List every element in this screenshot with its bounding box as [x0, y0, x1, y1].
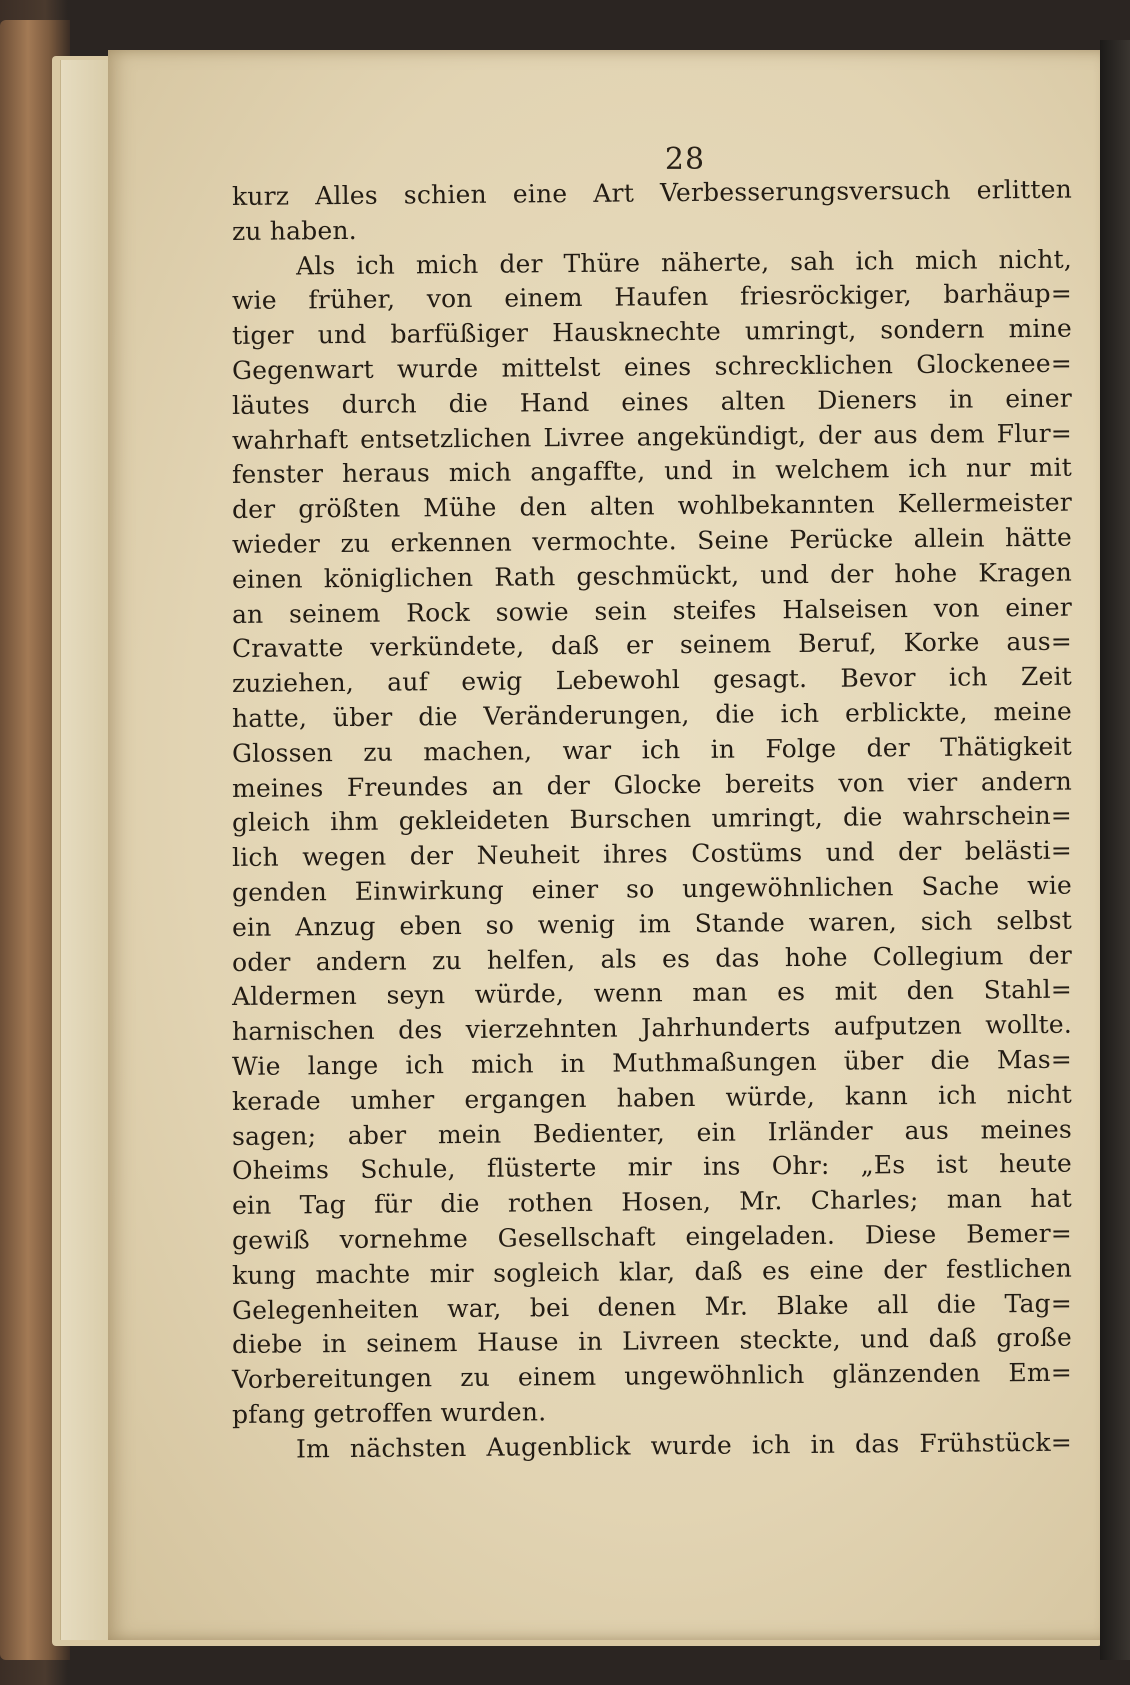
text-line: wieder zu erkennen vermochte. Seine Perücke allein hätte [231, 522, 1073, 559]
text-line: lich wegen der Neuheit ihres Costüms und der belästi= [231, 835, 1073, 873]
text-line: kung machte mir sogleich klar, daß es eine der festlichen [231, 1253, 1073, 1290]
text-line: gleich ihm gekleideten Burschen umringt, die wahrschein= [231, 801, 1073, 838]
text-line: der größten Mühe den alten wohlbekannten Kellermeister [231, 487, 1073, 525]
text-line: gewiß vornehme Gesellschaft eingeladen. Diese Bemer= [231, 1218, 1073, 1255]
text-line: pfang getroffen wurden. [231, 1397, 547, 1429]
text-line: läutes durch die Hand eines alten Dieners in einer [231, 383, 1073, 420]
text-line: an seinem Rock sowie sein steifes Halseisen von einer [231, 592, 1073, 629]
text-line: diebe in seinem Hause in Livreen steckte, und daß große [231, 1322, 1073, 1360]
text-line: genden Einwirkung einer so ungewöhnlichen Sache wie [231, 870, 1073, 907]
text-line: harnischen des vierzehnten Jahrhunderts aufputzen wollte. [231, 1009, 1073, 1047]
page-number: 28 [664, 142, 706, 177]
text-line: Glossen zu machen, war ich in Folge der Thätigkeit [231, 731, 1073, 768]
text-line: Als ich mich der Thüre näherte, sah ich mich nicht, [295, 244, 1073, 281]
text-line: Wie lange ich mich in Muthmaßungen über die Mas= [231, 1044, 1073, 1081]
text-line: hatte, über die Veränderungen, die ich erblickte, meine [231, 696, 1073, 733]
text-line: sagen; aber mein Bedienter, ein Irländer aus meines [231, 1114, 1073, 1151]
text-line: Cravatte verkündete, daß er seinem Beruf, Korke aus= [231, 627, 1073, 664]
text-line: wie früher, von einem Haufen friesröckiger, barhäup= [231, 279, 1073, 316]
text-line: tiger und barfüßiger Hausknechte umringt, sondern mine [231, 313, 1073, 351]
text-line: fenster heraus mich angaffte, und in welchem ich nur mit [231, 453, 1073, 490]
text-line: Gegenwart wurde mittelst eines schrecklichen Glockenee= [231, 348, 1073, 385]
text-line: meines Freundes an der Glocke bereits von vier andern [231, 766, 1073, 803]
text-line: Vorbereitungen zu einem ungewöhnlich glänzenden Em= [231, 1357, 1073, 1395]
text-line: zu haben. [231, 215, 357, 246]
text-line: kerade umher ergangen haben würde, kann ich nicht [231, 1079, 1073, 1116]
right-binding [1100, 40, 1130, 1660]
text-line: einen königlichen Rath geschmückt, und der hohe Kragen [231, 557, 1073, 594]
text-line: kurz Alles schien eine Art Verbesserungsversuch erlitten [231, 174, 1073, 211]
text-line: Oheims Schule, flüsterte mir ins Ohr: „Es ist heute [231, 1148, 1073, 1186]
text-line: wahrhaft entsetzlichen Livree angekündigt, der aus dem Flur= [231, 418, 1073, 455]
text-line: Aldermen seyn würde, wenn man es mit den Stahl= [231, 974, 1073, 1012]
text-line: zuziehen, auf ewig Lebewohl gesagt. Bevor ich Zeit [231, 661, 1073, 699]
text-line: oder andern zu helfen, als es das hohe Collegium der [231, 940, 1073, 977]
text-line: ein Anzug eben so wenig im Stande waren, sich selbst [231, 905, 1073, 942]
text-line: Gelegenheiten war, bei denen Mr. Blake all die Tag= [231, 1288, 1073, 1325]
text-line: Im nächsten Augenblick wurde ich in das Frühstück= [295, 1427, 1073, 1464]
body-text [231, 174, 1073, 1467]
page-inner-edge [60, 60, 113, 1640]
text-line: ein Tag für die rothen Hosen, Mr. Charles; man hat [231, 1183, 1073, 1221]
